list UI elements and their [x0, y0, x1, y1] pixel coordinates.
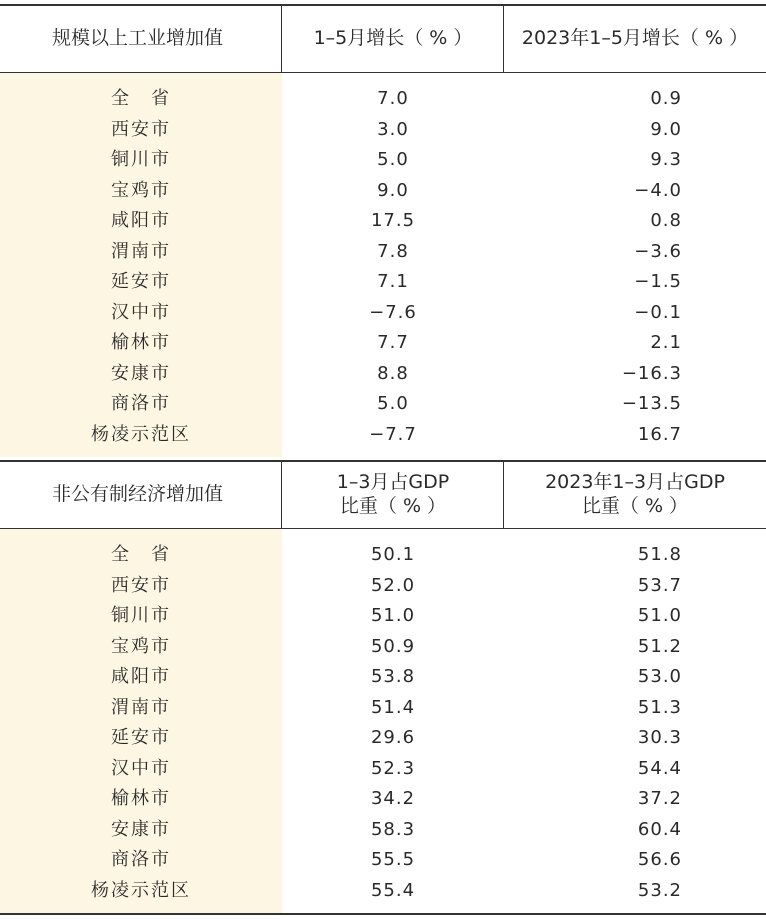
- region-name: 榆林市: [111, 332, 171, 353]
- value-current: 51.0: [370, 605, 416, 626]
- header-current-share: [282, 460, 504, 528]
- value-prior: 51.2: [637, 635, 682, 657]
- header-prior-period: 2023年1–5月增长（ % ）: [521, 27, 749, 49]
- value-current: 5.0: [377, 149, 409, 170]
- value-current: −7.6: [369, 301, 417, 323]
- value-current: 52.3: [370, 757, 416, 779]
- value-prior: −0.1: [634, 301, 682, 323]
- region-name: 全 省: [111, 88, 171, 109]
- region-name: 安康市: [111, 362, 171, 384]
- table-row: [0, 84, 766, 115]
- value-prior: 9.3: [650, 149, 682, 170]
- value-current: 7.0: [377, 88, 409, 109]
- region-name: 安康市: [111, 818, 171, 840]
- header-current-period: 1–5月增长（ % ）: [313, 27, 473, 49]
- industrial-growth-table: [0, 4, 766, 456]
- table-row: [0, 693, 766, 724]
- value-prior: 54.4: [637, 757, 682, 779]
- value-prior: 37.2: [637, 788, 682, 809]
- region-name: 汉中市: [111, 757, 171, 779]
- value-prior: 51.8: [637, 544, 682, 565]
- value-prior: −3.6: [634, 240, 682, 262]
- value-prior: 0.8: [650, 210, 682, 231]
- region-name: 渭南市: [111, 696, 171, 718]
- value-current: 29.6: [370, 727, 416, 748]
- table-row: [0, 389, 766, 420]
- value-current: 51.4: [370, 696, 416, 718]
- value-prior: 60.4: [637, 818, 682, 840]
- table-row: [0, 632, 766, 663]
- region-name: 铜川市: [111, 149, 171, 170]
- header-line: 比重（ % ）: [339, 495, 447, 517]
- region-name: 宝鸡市: [111, 635, 171, 657]
- region-name: 商洛市: [111, 393, 171, 414]
- value-prior: 53.7: [637, 574, 682, 596]
- table-row: [0, 540, 766, 571]
- header-indicator: 非公有制经济增加值: [52, 483, 224, 505]
- value-current: 52.0: [370, 574, 416, 596]
- table-row: [0, 601, 766, 632]
- region-name: 铜川市: [111, 605, 171, 626]
- value-prior: 30.3: [637, 727, 682, 748]
- region-name: 延安市: [111, 727, 171, 748]
- region-name: 西安市: [111, 574, 171, 596]
- region-name: 杨凌示范区: [91, 423, 191, 445]
- value-current: 8.8: [377, 362, 409, 384]
- value-current: 58.3: [370, 818, 416, 840]
- table-row: [0, 115, 766, 146]
- value-current: 17.5: [370, 210, 416, 231]
- table-row: [0, 328, 766, 359]
- value-current: 53.8: [370, 666, 416, 687]
- region-name: 杨凌示范区: [91, 879, 191, 901]
- value-current: 50.9: [370, 635, 416, 657]
- region-name: 商洛市: [111, 849, 171, 870]
- region-name: 全 省: [111, 544, 171, 565]
- table-row: [0, 206, 766, 237]
- region-name: 西安市: [111, 118, 171, 140]
- table-row: [0, 784, 766, 815]
- table-row: [0, 359, 766, 390]
- value-prior: 9.0: [650, 118, 682, 140]
- value-current: 7.8: [377, 240, 409, 262]
- value-prior: 53.0: [637, 666, 682, 687]
- value-prior: −1.5: [634, 271, 682, 292]
- value-current: 7.7: [377, 332, 409, 353]
- table-row: [0, 298, 766, 329]
- region-name: 榆林市: [111, 788, 171, 809]
- region-name: 渭南市: [111, 240, 171, 262]
- table-row: [0, 571, 766, 602]
- value-prior: 51.0: [637, 605, 682, 626]
- region-name: 宝鸡市: [111, 179, 171, 201]
- region-name: 咸阳市: [111, 210, 171, 231]
- table-row: [0, 420, 766, 451]
- value-current: 7.1: [377, 271, 409, 292]
- region-name: 汉中市: [111, 301, 171, 323]
- region-name: 延安市: [111, 271, 171, 292]
- value-prior: 56.6: [637, 849, 682, 870]
- value-prior: 2.1: [650, 332, 682, 353]
- table-bottom-rule: [0, 913, 766, 915]
- value-current: 9.0: [377, 179, 409, 201]
- table-row: [0, 145, 766, 176]
- value-prior: 51.3: [637, 696, 682, 718]
- value-current: 5.0: [377, 393, 409, 414]
- header-line: 1–3月占GDP: [336, 471, 450, 493]
- value-prior: −13.5: [621, 393, 682, 414]
- table-row: [0, 237, 766, 268]
- value-prior: 53.2: [637, 879, 682, 901]
- value-prior: 16.7: [637, 423, 682, 445]
- header-prior-share: [504, 460, 766, 528]
- table-row: [0, 662, 766, 693]
- table-row: [0, 267, 766, 298]
- value-current: 50.1: [370, 544, 416, 565]
- value-current: 34.2: [370, 788, 416, 809]
- header-indicator: 规模以上工业增加值: [52, 27, 224, 49]
- value-prior: 0.9: [650, 88, 682, 109]
- table-row: [0, 815, 766, 846]
- header-line: 2023年1–3月占GDP: [545, 471, 725, 493]
- value-prior: −4.0: [634, 179, 682, 201]
- table-row: [0, 845, 766, 876]
- header-line: 比重（ % ）: [581, 495, 689, 517]
- non-public-economy-table: [0, 460, 766, 918]
- value-current: 55.5: [370, 849, 416, 870]
- value-prior: −16.3: [621, 362, 682, 384]
- region-name: 咸阳市: [111, 666, 171, 687]
- value-current: 3.0: [377, 118, 409, 140]
- table-row: [0, 723, 766, 754]
- table-row: [0, 876, 766, 907]
- table-row: [0, 176, 766, 207]
- value-current: −7.7: [369, 423, 417, 445]
- table-row: [0, 754, 766, 785]
- value-current: 55.4: [370, 879, 416, 901]
